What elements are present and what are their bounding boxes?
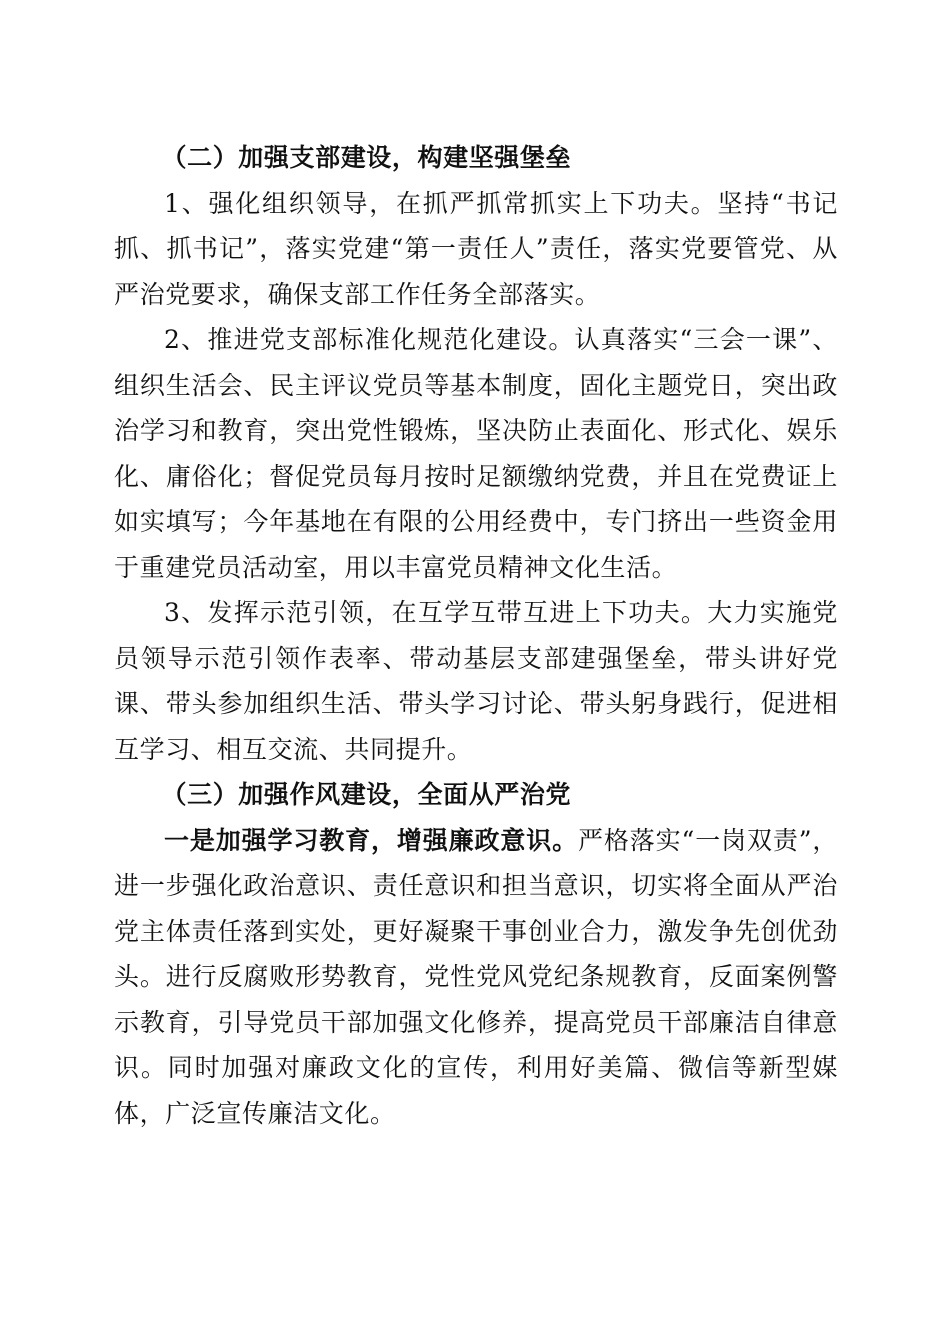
paragraph-item-3: 3、发挥示范引领，在互学互带互进上下功夫。大力实施党员领导示范引领作表率、带动基层支部建强堡垒，带头讲好党课、带头参加组织生活、带头学习讨论、带头躬身践行，促进相互学习、相互交流、共同提升。 — [114, 598, 838, 764]
paragraph-body: 严格落实“一岗双责”，进一步强化政治意识、责任意识和担当意识，切实将全面从严治党主体责任落到实处，更好凝聚干事创业合力，激发争先创优劲头。进行反腐败形势教育，党性党风党纪条规教育，反面案例警示教育，引导党员干部加强文化修养，提高党员干部廉洁自律意识。同时加强对廉政文化的宣传，利用好美篇、微信等新型媒体，广泛宣传廉洁文化。 — [114, 825, 838, 1128]
paragraph-item-1: 1、强化组织领导，在抓严抓常抓实上下功夫。坚持“书记抓、抓书记”，落实党建“第一责任人”责任，落实党要管党、从严治党要求，确保支部工作任务全部落实。 — [114, 188, 838, 309]
paragraph-item-2: 2、推进党支部标准化规范化建设。认真落实“三会一课”、组织生活会、民主评议党员等基本制度，固化主题党日，突出政治学习和教育，突出党性锻炼，坚决防止表面化、形式化、娱乐化、庸俗化；督促党员每月按时足额缴纳党费，并且在党费证上如实填写；今年基地在有限的公用经费中，专门挤出一些资金用于重建党员活动室，用以丰富党员精神文化生活。 — [114, 325, 838, 582]
paragraph-study-education — [114, 818, 838, 1137]
paragraph-lead: 一是加强学习教育，增强廉政意识。 — [164, 825, 579, 855]
section-heading-3: （三）加强作风建设，全面从严治党 — [161, 780, 572, 809]
section-heading-2: （二）加强支部建设，构建坚强堡垒 — [161, 143, 572, 172]
